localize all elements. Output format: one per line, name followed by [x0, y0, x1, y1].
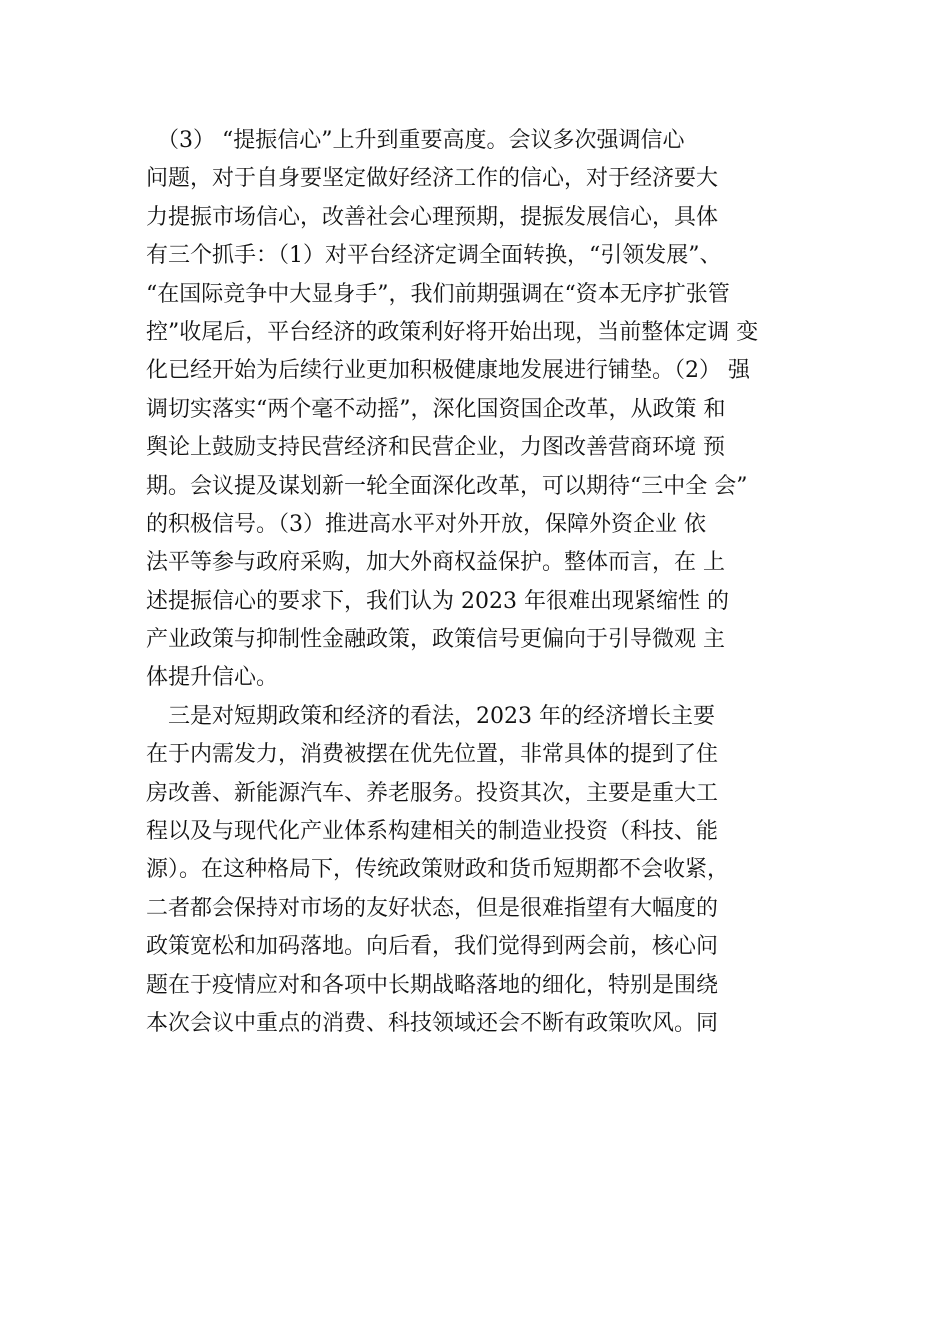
paragraph-1-line: 产业政策与抑制性金融政策，政策信号更偏向于引导微观 主 — [146, 627, 725, 653]
paragraph-2-line: 二者都会保持对市场的友好状态，但是很难指望有大幅度的 — [146, 895, 719, 921]
paragraph-1-line: “在国际竞争中大显身手”，我们前期强调在“资本无序扩张管 — [146, 281, 730, 307]
paragraph-1-line: 调切实落实“两个毫不动摇”，深化国资国企改革，从政策 和 — [146, 396, 726, 422]
paragraph-1-line: 期。会议提及谋划新一轮全面深化改革，可以期待“三中全 会” — [146, 473, 748, 499]
paragraph-1-line: 舆论上鼓励支持民营经济和民营企业，力图改善营商环境 预 — [146, 435, 725, 461]
paragraph-1-line: 的积极信号。（3）推进高水平对外开放，保障外资企业 依 — [146, 511, 706, 537]
paragraph-2-line: 三是对短期政策和经济的看法，2023 年的经济增长主要 — [146, 703, 715, 729]
paragraph-2-line: 政策宽松和加码落地。向后看，我们觉得到两会前，核心问 — [146, 934, 719, 960]
paragraph-1-line: 控”收尾后，平台经济的政策利好将开始出现，当前整体定调 变 — [146, 319, 759, 345]
paragraph-1-line: 述提振信心的要求下，我们认为 2023 年很难出现紧缩性 的 — [146, 588, 729, 614]
paragraph-2-line: 房改善、新能源汽车、养老服务。投资其次，主要是重大工 — [146, 780, 719, 806]
paragraph-1-line: 体提升信心。 — [146, 665, 279, 691]
paragraph-1-line: 法平等参与政府采购，加大外商权益保护。整体而言，在 上 — [146, 550, 725, 576]
paragraph-2-line: 程以及与现代化产业体系构建相关的制造业投资（科技、能 — [146, 819, 719, 845]
paragraph-1-line: 问题，对于自身要坚定做好经济工作的信心，对于经济要大 — [146, 166, 719, 192]
paragraph-1-line: 有三个抓手：（1）对平台经济定调全面转换，“引领发展”、 — [146, 243, 722, 269]
document-body — [146, 122, 846, 1043]
paragraph-1-line: 力提振市场信心，改善社会心理预期，提振发展信心，具体 — [146, 204, 719, 230]
paragraph-2-line: 本次会议中重点的消费、科技领域还会不断有政策吹风。同 — [146, 1010, 719, 1036]
paragraph-2-line: 源）。在这种格局下，传统政策财政和货币短期都不会收紧， — [146, 857, 730, 883]
paragraph-2 — [146, 698, 846, 1044]
paragraph-1-line: （3） “提振信心”上升到重要高度。会议多次强调信心 — [146, 128, 685, 153]
paragraph-2-line: 题在于疫情应对和各项中长期战略落地的细化，特别是围绕 — [146, 972, 719, 998]
paragraph-1-line: 化已经开始为后续行业更加积极健康地发展进行铺垫。（2） 强 — [146, 358, 750, 384]
paragraph-1 — [146, 122, 846, 698]
paragraph-2-line: 在于内需发力，消费被摆在优先位置，非常具体的提到了住 — [146, 742, 719, 768]
